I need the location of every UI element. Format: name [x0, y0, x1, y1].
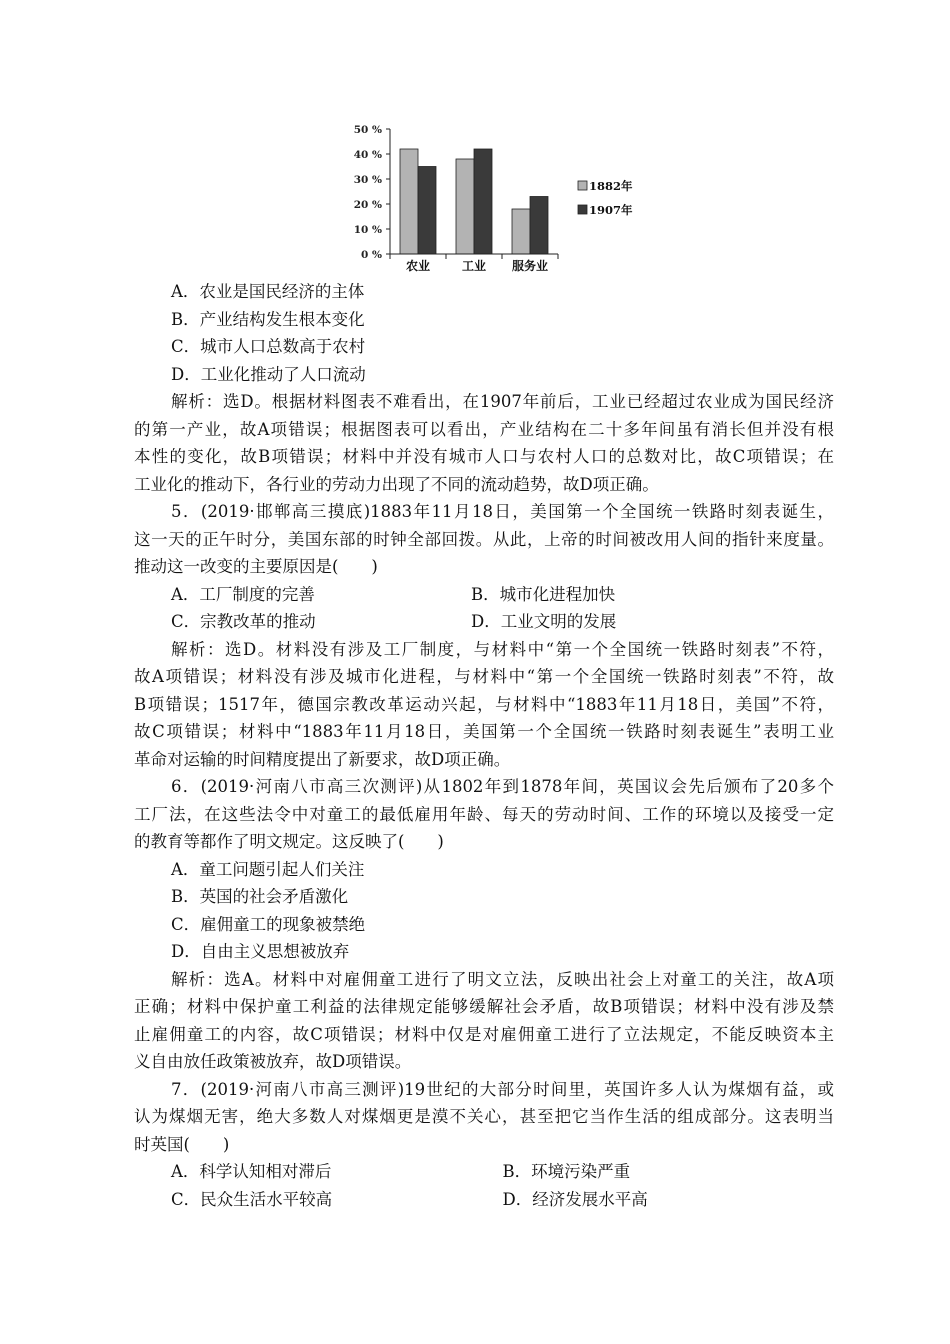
q7-options-row [134, 1186, 834, 1214]
q4-analysis-line: 解析：选D。根据材料图表不难看出，在1907年前后，工业已经超过农业成为国民经济 [171, 392, 834, 411]
q4-analysis-line: 工业化的推动下，各行业的劳动力出现了不同的流动趋势，故D项正确。 [134, 474, 659, 494]
q5-analysis-line: 革命对运输的时间精度提出了新要求，故D项正确。 [134, 749, 511, 769]
q7-option-c: C．民众生活水平较高 [171, 1189, 333, 1209]
q5-analysis-line: 故C项错误；材料中“1883年11月18日，美国第一个全国统一铁路时刻表诞生”表明工业 [134, 722, 834, 741]
q4-option-c: C．城市人口总数高于农村 [171, 337, 366, 356]
q5-options-row [134, 608, 834, 636]
legend-swatch [578, 205, 587, 214]
y-tick-label: 0 % [361, 249, 382, 261]
q6-analysis-line: 正确；材料中保护童工利益的法律规定能够缓解社会矛盾，故B项错误；材料中没有涉及禁 [134, 997, 834, 1016]
q7-options-row [134, 1158, 834, 1186]
q6-option-d: D．自由主义思想被放弃 [171, 942, 350, 961]
bar [474, 149, 492, 254]
x-axis [390, 254, 558, 273]
q7-stem-line: 7．(2019·河南八市高三测评)19世纪的大部分时间里，英国许多人认为煤烟有益，或 [171, 1079, 834, 1099]
y-tick-label: 30 % [353, 174, 382, 186]
q5-options-row [134, 581, 834, 609]
q6-analysis-line: 止雇佣童工的内容，故C项错误；材料中仅是对雇佣童工进行了立法规定，不能反映资本主 [134, 1024, 834, 1044]
q6-option-c: C．雇佣童工的现象被禁绝 [171, 914, 366, 934]
q7-option-b: B．环境污染严重 [502, 1162, 631, 1181]
legend-label: 1907年 [589, 203, 633, 217]
y-tick-label: 20 % [353, 199, 382, 211]
q4-option-a: A．农业是国民经济的主体 [171, 282, 365, 301]
legend-label: 1882年 [589, 179, 633, 193]
q5-option-d: D．工业文明的发展 [471, 612, 617, 631]
q6-stem-line: 工厂法，在这些法令中对童工的最低雇用年龄、每天的劳动时间、工作的环境以及接受一定 [134, 804, 834, 824]
y-tick-label: 50 % [353, 124, 382, 136]
q5-option-a: A．工厂制度的完善 [171, 584, 315, 604]
q7-stem-line: 认为煤烟无害，绝大多数人对煤烟更是漠不关心，甚至把它当作生活的组成部分。这表明当 [134, 1107, 834, 1126]
q7-option-a: A．科学认知相对滞后 [171, 1162, 332, 1181]
y-axis [354, 124, 390, 261]
q4-analysis-line: 本性的变化，故B项错误；材料中并没有城市人口与农村人口的总数对比，故C项错误；在 [134, 447, 834, 466]
bar [456, 159, 474, 254]
q5-option-c: C．宗教改革的推动 [171, 612, 316, 631]
bar [400, 149, 418, 254]
bar-chart [348, 118, 668, 283]
bar [512, 209, 530, 254]
bar [530, 197, 548, 255]
x-tick-label: 服务业 [511, 259, 549, 273]
question-content [134, 278, 834, 1213]
x-tick-label: 工业 [461, 259, 487, 273]
x-tick-label: 农业 [405, 259, 431, 273]
q4-option-b: B．产业结构发生根本变化 [171, 309, 365, 329]
q6-option-b: B．英国的社会矛盾激化 [171, 887, 349, 906]
q5-stem-line: 5．(2019·邯郸高三摸底)1883年11月18日，美国第一个全国统一铁路时刻表诞生， [171, 502, 834, 521]
q6-stem-line: 6．(2019·河南八市高三次测评)从1802年到1878年间，英国议会先后颁布了20多个 [171, 777, 834, 796]
q4-option-d: D．工业化推动了人口流动 [171, 364, 366, 384]
q7-stem-line: 时英国( ) [134, 1134, 230, 1154]
q5-stem-line: 推动这一改变的主要原因是( ) [134, 557, 378, 576]
bars [400, 149, 548, 254]
q6-stem-line: 的教育等都作了明文规定。这反映了( ) [134, 832, 444, 851]
q5-analysis-line: 解析：选D。材料没有涉及工厂制度，与材料中“第一个全国统一铁路时刻表”不符， [171, 639, 834, 659]
q4-analysis-line: 的第一产业，故A项错误；根据图表可以看出，产业结构在二十多年间虽有消长但并没有根 [134, 419, 834, 439]
chart-legend [578, 179, 633, 217]
y-tick-label: 10 % [353, 224, 382, 236]
q7-option-d: D．经济发展水平高 [502, 1189, 648, 1209]
q6-analysis-line: 义自由放任政策被放弃，故D项错误。 [134, 1052, 412, 1071]
bar [418, 167, 436, 255]
q5-stem-line: 这一天的正午时分，美国东部的时钟全部回拨。从此，上帝的时间被改用人间的指针来度量。 [134, 529, 834, 549]
legend-swatch [578, 181, 587, 190]
q5-option-b: B．城市化进程加快 [471, 584, 616, 604]
q5-analysis-line: B项错误；1517年，德国宗教改革运动兴起，与材料中“1883年11月18日，美国”不符， [134, 694, 834, 714]
q5-analysis-line: 故A项错误；材料没有涉及城市化进程，与材料中“第一个全国统一铁路时刻表”不符，故 [134, 667, 834, 686]
q6-option-a: A．童工问题引起人们关注 [171, 859, 365, 879]
q6-analysis-line: 解析：选A。材料中对雇佣童工进行了明文立法，反映出社会上对童工的关注，故A项 [171, 969, 834, 989]
y-tick-label: 40 % [353, 149, 382, 161]
